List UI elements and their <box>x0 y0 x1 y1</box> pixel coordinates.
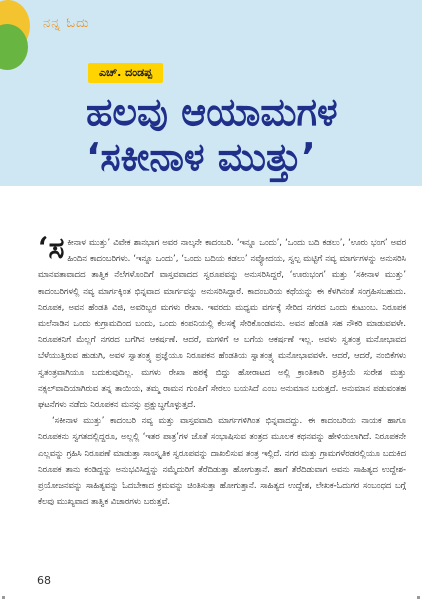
paragraph-1-text: ಕೀನಾಳ ಮುತ್ತು’ ವಿವೇಕ ಶಾನಭಾಗ ಅವರ ನಾಲ್ಕನೇ ಕಾದಂಬರಿ. ‘ಇನ್ನೂ ಒಂದು’, ‘ಒಂದು ಬದಿ ಕಡಲು’, ‘ಊರು ಭಂಗ’ ಅವರ ಹಿಂದಿನ ಕಾದಂಬರಿಗಳು. ‘ಇನ್ನೂ ಒಂದು’, ‘ಒಂದು ಬದಿಯ ಕಡಲು’ ನವ್ಯೋದಯ, ಸ್ವಲ್ಪ ಮಟ್ಟಿಗೆ ನವ್ಯ ಮಾರ್ಗಗಳನ್ನು ಅನುಸರಿಸಿ ಮಾನವತಾವಾದದ ತಾತ್ವಿಕ ನೆಲೆಗಳೊಂದಿಗೆ ವಾಸ್ತವವಾದದ ಸ್ವರೂಪವನ್ನು ಅನುಸರಿಸಿದ್ದರೆ, ‘ಊರುಭಂಗ’ ಮತ್ತು ‘ಸಕೀನಾಳ ಮುತ್ತು’ ಕಾದಂಬರಿಗಳಲ್ಲಿ ನವ್ಯ ಮಾರ್ಗಕ್ಕಿಂತ ಭಿನ್ನವಾದ ಮಾರ್ಗವನ್ನು ಅನುಸರಿಸಿದ್ದಾರೆ. ಕಾದಂಬರಿಯ ಕಥೆಯನ್ನು ಈ ಕೆಳಗಿನಂತೆ ಸಂಗ್ರಹಿಸಬಹುದು. ನಿರೂಪಕ, ಅವನ ಹೆಂಡತಿ ವಿಜಿ, ಅವರಿಬ್ಬರ ಮಗಳು ರೇಖಾ. ಇವರದು ಮಧ್ಯಮ ವರ್ಗಕ್ಕೆ ಸೇರಿದ ನಗರದ ಒಂದು ಕುಟುಂಬ. ನಿರೂಪಕ ಮಲೆನಾಡಿನ ಒಂದು ಕುಗ್ರಾಮದಿಂದ ಬಂದು, ಒಂದು ಕಂಪನಿಯಲ್ಲಿ ಕೆಲಸಕ್ಕೆ ಸೇರಿಕೊಂಡವನು. ಅವನ ಹೆಂಡತಿ ಸಹ ನೌಕರಿ ಮಾಡುವವಳೇ. ನಿರೂಪಕನಿಗೆ ಮೆಲ್ಲಗೆ ನಗರದ ಬಗೆಗಿನ ಆಕರ್ಷಣೆ. ಆದರೆ, ಮಗಳಿಗೆ ಆ ಬಗೆಯ ಆಕರ್ಷಣೆ ಇಲ್ಲ. ಅವಳು ಸ್ವತಂತ್ರ ಮನೋಭಾವದ ಬೆಳೆಯುತ್ತಿರುವ ಹುಡುಗಿ, ಅವಳ ಸ್ವಾತಂತ್ರ್ಯ ಪ್ರಜ್ಞೆಯೂ ನಿರೂಪಕನ ಹೆಂಡತಿಯ ಸ್ವಾತಂತ್ರ್ಯ ಮನೋಭಾವವಳೇ. ಆದರೆ, ಆದರೆ, ನಂಬಿಕೆಗಳು ಸ್ವತಂತ್ರವಾಗಿಯೂ ಬದುಕುವುದಿಲ್ಲ. ಮಗಳು ರೇಖಾ ಹಠಕ್ಕೆ ಬಿದ್ದು ಹೋರಾಟದ ಅಲ್ಲಿ ಕ್ರಾಂತಿಕಾರಿ ಪ್ರತಿಕ್ರಿಯೆ ಸುರೇಶ ಮತ್ತು ನಕ್ಸಲ್‌ವಾದಿಯಾಗಿರುವ ತನ್ನ ತಾಯಿಯ, ತಮ್ಮ ರಾಮನ ಗುಂಪಿಗೆ ಸೇರಲು ಬಯಸಿದೆ ಎಂಬ ಅನುಮಾನ ಬರುತ್ತದೆ. ಅನುಮಾನ ಪಡುವಂತಹ ಘಟನೆಗಳು ನಡೆದು ನಿರೂಪಕನ ಮನಸ್ಸು ಪ್ರಕ್ಷುಬ್ಧಗೊಳ್ಳುತ್ತದೆ. <box>38 237 406 410</box>
corner-mark <box>417 596 420 599</box>
corner-mark <box>2 596 5 599</box>
page-number: 68 <box>37 574 51 587</box>
drop-cap: ‘ಸ <box>38 231 65 266</box>
section-label: ನನ್ನ ಓದು <box>43 16 90 31</box>
article-title-line-2: ‘ಸಕೀನಾಳ ಮುತ್ತು’ <box>86 135 316 179</box>
article-title-line-1: ಹಲವು ಆಯಾಮಗಳ <box>86 90 338 134</box>
paragraph-2: ‘ಸಕೀನಾಳ ಮುತ್ತು’ ಕಾದಂಬರಿ ನವ್ಯ ಮತ್ತು ವಾಸ್ತವವಾದಿ ಮಾರ್ಗಗಳಿಗಿಂತ ಭಿನ್ನವಾದದ್ದು. ಈ ಕಾದಂಬರಿಯ ನಾಯಕ ಹಾಗೂ ನಿರೂಪಕನು ಸ್ವಗತದಲ್ಲಿದ್ದರೂ, ಅಲ್ಲಲ್ಲಿ ‘ಇತರ ಪಾತ್ರ’ಗಳ ಜೊತೆ ಸಂಭಾಷಿಸುವ ತಂತ್ರದ ಮೂಲಕ ಕಥನವನ್ನು ಹೇಳಿಯಲಾಗಿದೆ. ನಿರೂಪಕನೇ ಎಲ್ಲವನ್ನು ಗ್ರಹಿಸಿ ನಿರೂಪಣೆ ಮಾಡುತ್ತಾ ಸಾಂಸ್ಕೃತಿಕ ಸ್ವರೂಪವನ್ನು ದಾಖಲಿಸುವ ತಂತ್ರ ಇಲ್ಲಿದೆ. ನಗರ ಮತ್ತು ಗ್ರಾಮಗಳೆರಡರಲ್ಲಿಯೂ ಬದುಕಿದ ನಿರೂಪಕ ತಾನು ಕಂಡಿದ್ದನ್ನು ಅನುಭವಿಸಿದ್ದನ್ನು ನಮ್ಮೆದುರಿಗೆ ತೆರೆದಿಡುತ್ತಾ ಹೋಗುತ್ತಾನೆ. ಹಾಗೆ ತೆರೆದಿಡುವಾಗ ಅವನು ಸಾಹಿತ್ಯದ ಉದ್ದೇಶ-ಪ್ರಯೋಜನವನ್ನು ಸಾಹಿತ್ಯವನ್ನು ಓದಬೇಕಾದ ಕ್ರಮವನ್ನು ಚಿಂತಿಸುತ್ತಾ ಹೋಗುತ್ತಾನೆ. ಸಾಹಿತ್ಯದ ಉದ್ದೇಶ, ಲೇಖಕ-ಓದುಗರ ಸಂಬಂಧದ ಬಗ್ಗೆ ಕೆಲವು ಮುಖ್ಯವಾದ ತಾತ್ವಿಕ ವಿಚಾರಗಳು ಬರುತ್ತವೆ. <box>38 415 406 507</box>
paragraph-1 <box>38 231 406 412</box>
author-badge: ಎಚ್. ದಂಡಪ್ಪ <box>88 63 163 83</box>
article-body <box>38 231 406 509</box>
